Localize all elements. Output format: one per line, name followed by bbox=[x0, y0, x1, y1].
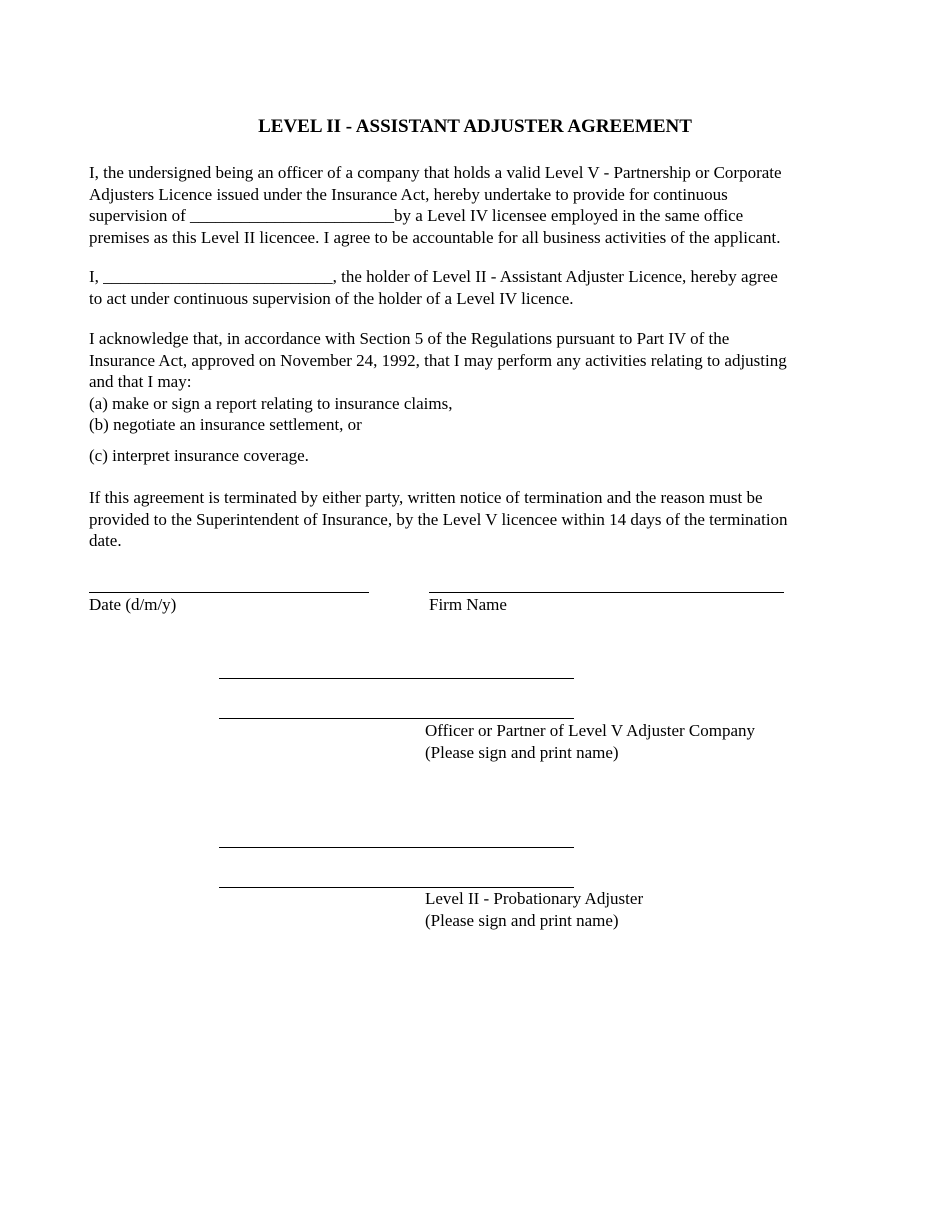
date-signature-line[interactable] bbox=[89, 592, 369, 593]
firm-name-label: Firm Name bbox=[429, 595, 507, 614]
paragraph-line: I, the undersigned being an officer of a company that holds a valid Level V - Partnership or Corporate bbox=[89, 163, 782, 182]
paragraph-line: provided to the Superintendent of Insurance, by the Level V licencee within 14 days of the termination bbox=[89, 509, 788, 529]
officer-print-name-line[interactable] bbox=[219, 718, 574, 719]
paragraph-line: date. bbox=[89, 531, 122, 550]
paragraph-line: and that I may: bbox=[89, 372, 192, 391]
firm-name-signature-line[interactable] bbox=[429, 592, 784, 593]
adjuster-title-label: Level II - Probationary Adjuster bbox=[425, 889, 644, 908]
paragraph-line: supervision of ________________________by a Level IV licensee employed in the same office bbox=[89, 206, 744, 225]
date-label: Date (d/m/y) bbox=[89, 595, 177, 614]
paragraph-line: I acknowledge that, in accordance with Section 5 of the Regulations pursuant to Part IV of the bbox=[89, 329, 730, 348]
list-item: (a) make or sign a report relating to insurance claims, bbox=[89, 393, 453, 413]
officer-instruction-label: (Please sign and print name) bbox=[425, 742, 619, 762]
paragraph-line: Adjusters Licence issued under the Insurance Act, hereby undertake to provide for continuous bbox=[89, 184, 728, 204]
list-item: (b) negotiate an insurance settlement, or bbox=[89, 415, 362, 434]
paragraph-line: If this agreement is terminated by either party, written notice of termination and the reason must be bbox=[89, 488, 763, 507]
adjuster-label bbox=[425, 888, 643, 931]
supervision-undertaking-paragraph bbox=[89, 162, 869, 248]
officer-signature-line[interactable] bbox=[219, 678, 574, 679]
document-title: LEVEL II - ASSISTANT ADJUSTER AGREEMENT bbox=[258, 116, 692, 137]
paragraph-line: premises as this Level II licencee. I agree to be accountable for all business activities of the applicant. bbox=[89, 227, 781, 247]
paragraph-line: Insurance Act, approved on November 24, 1992, that I may perform any activities relating to adjusting bbox=[89, 350, 787, 370]
termination-paragraph bbox=[89, 487, 869, 552]
holder-agreement-paragraph bbox=[89, 266, 869, 309]
adjuster-signature-line[interactable] bbox=[219, 847, 574, 848]
officer-label bbox=[425, 720, 755, 763]
list-item: (c) interpret insurance coverage. bbox=[89, 446, 309, 465]
officer-title-label: Officer or Partner of Level V Adjuster Company bbox=[425, 721, 756, 740]
adjuster-instruction-label: (Please sign and print name) bbox=[425, 910, 619, 930]
paragraph-line: I, ___________________________, the holder of Level II - Assistant Adjuster Licence, hereby agree bbox=[89, 267, 778, 286]
acknowledgement-paragraph bbox=[89, 328, 869, 436]
paragraph-line: to act under continuous supervision of the holder of a Level IV licence. bbox=[89, 288, 574, 308]
